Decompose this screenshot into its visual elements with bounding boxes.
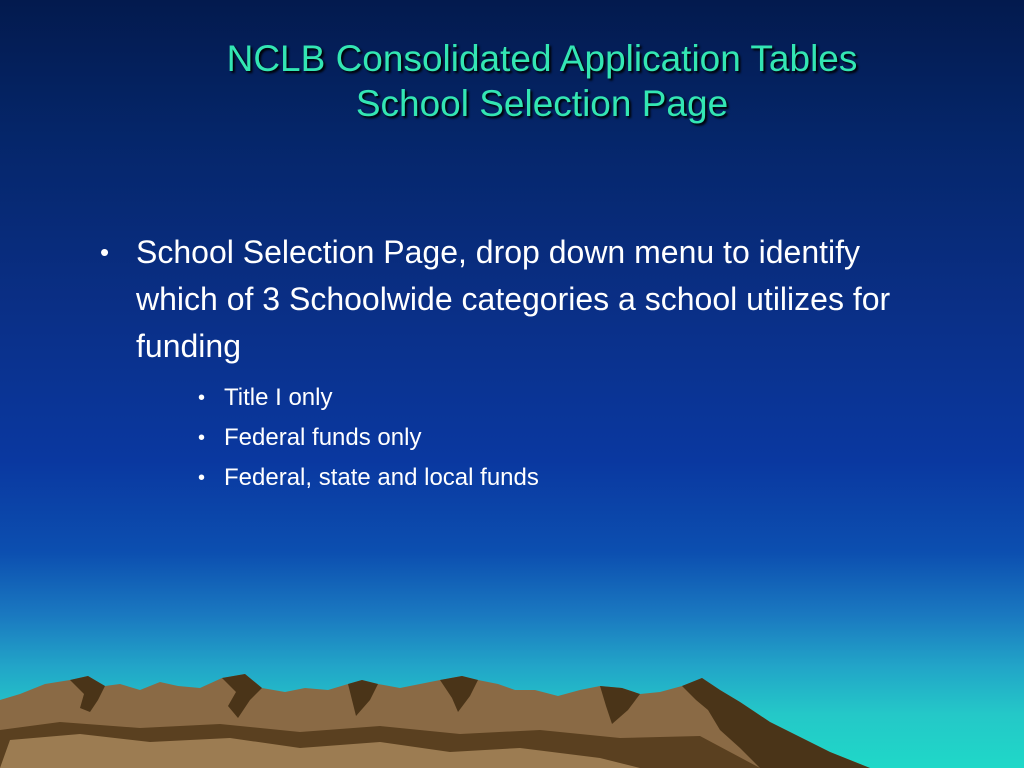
bullet-icon: • (198, 427, 206, 449)
sub-bullet-text: Federal funds only (224, 424, 422, 451)
bullet-icon: • (100, 237, 110, 267)
bullet-icon: • (198, 387, 206, 409)
title-line-2: School Selection Page (355, 83, 729, 124)
bullet-icon: • (198, 467, 206, 489)
sub-bullet-text: Federal, state and local funds (224, 464, 539, 491)
main-bullet-text: School Selection Page, drop down menu to identify which of 3 Schoolwide categories a school utilizes for funding (136, 234, 891, 364)
title-line-1: NCLB Consolidated Application Tables (226, 38, 858, 79)
sub-bullet-text: Title I only (224, 384, 333, 411)
